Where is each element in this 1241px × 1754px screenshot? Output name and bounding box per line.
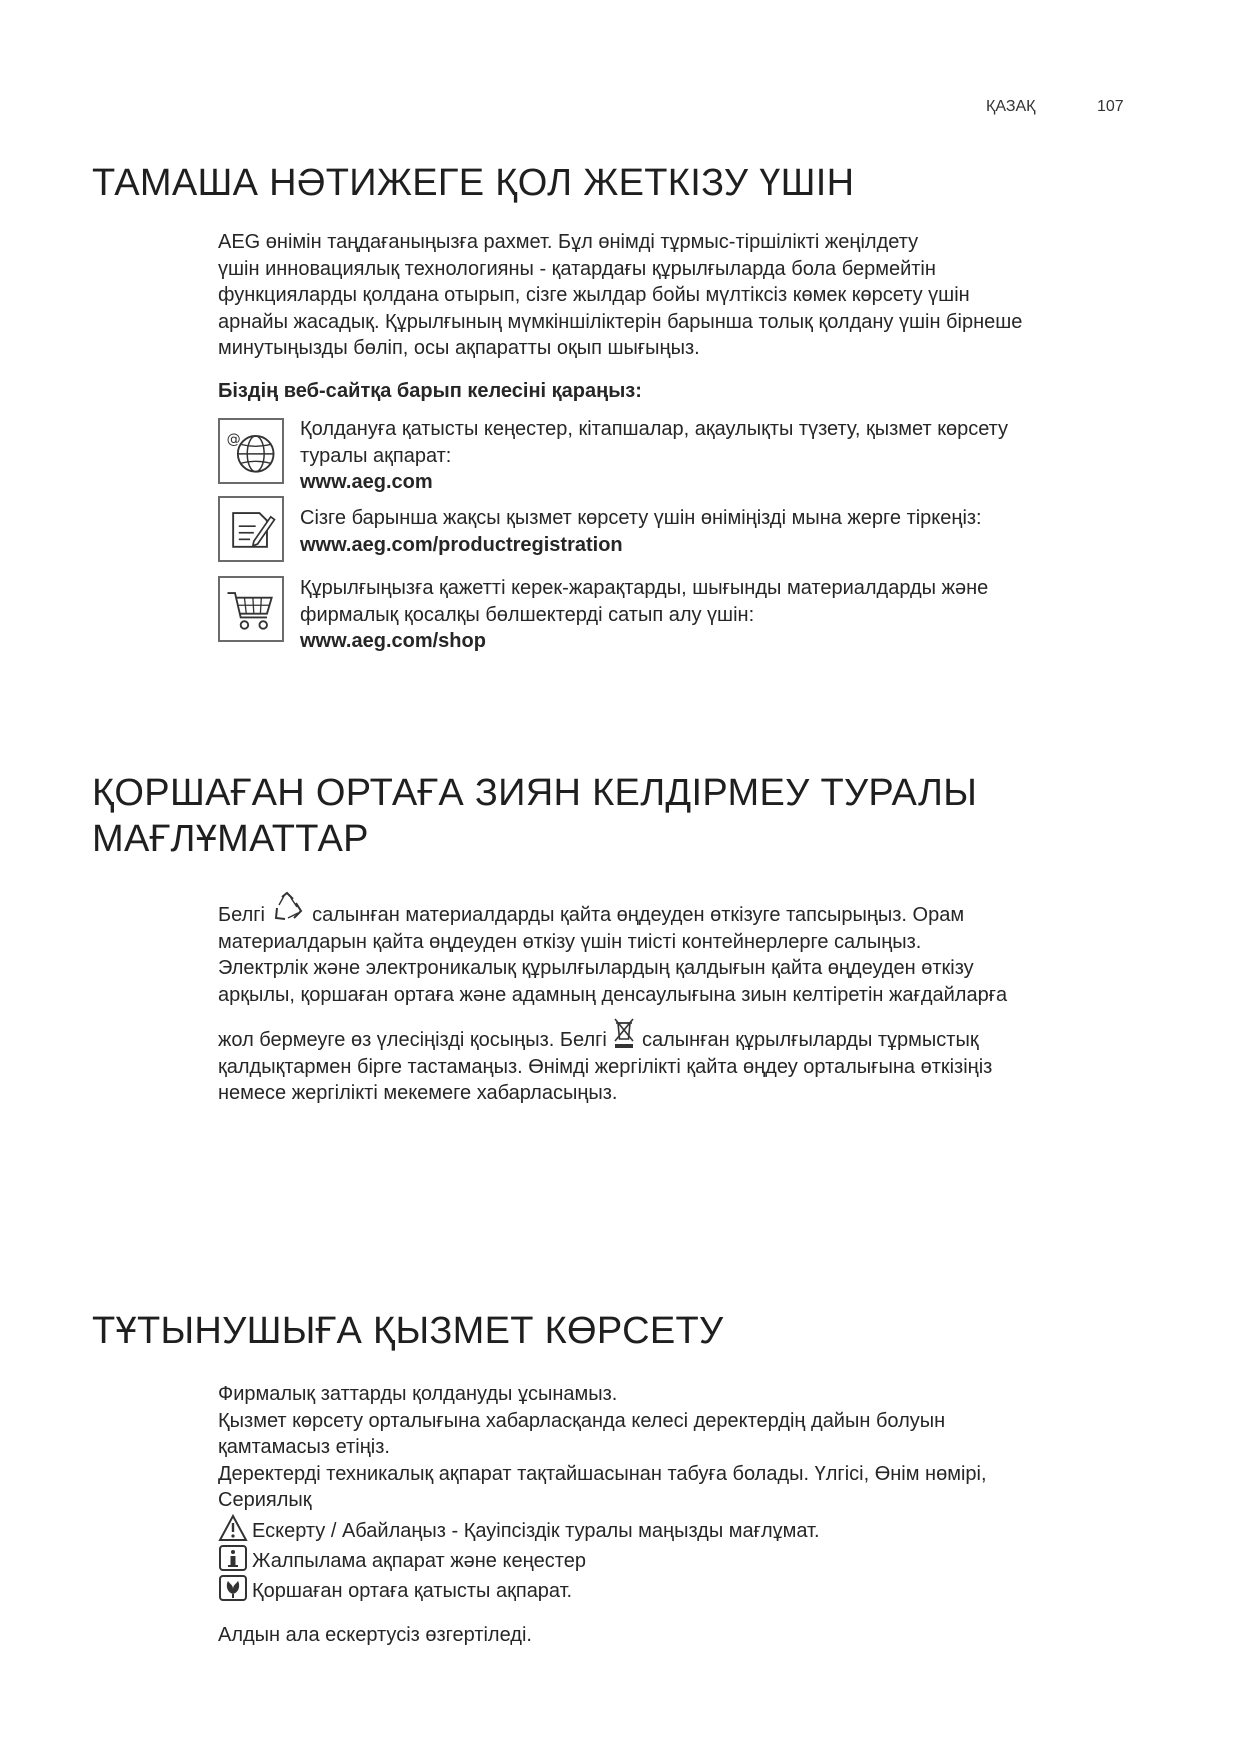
env-text: Белгі bbox=[218, 904, 265, 926]
legend-text: Қоршаған ортаға қатысты ақпарат. bbox=[252, 1580, 573, 1602]
env-text: жол бермеуге өз үлесіңізді қосыңыз. Белгі bbox=[218, 1029, 607, 1051]
service-line: Деректерді техникалық ақпарат тақтайшасынан табуға болады. Үлгісі, Өнім нөмірі, bbox=[218, 1462, 987, 1485]
intro-line: үшін инновациялық технологияны - қатардағы құрылғыларда бола бермейтін bbox=[218, 257, 936, 280]
intro-line: минутыңызды бөліп, осы ақпаратты оқып шығыңыз. bbox=[218, 337, 700, 359]
link-desc-line: Құрылғыңызға қажетті керек-жарақтарды, шығынды материалдарды және bbox=[300, 577, 989, 599]
section2-title-line: МАҒЛҰМАТТАР bbox=[92, 818, 369, 860]
section3-body bbox=[218, 1381, 1118, 1514]
link-desc-line: туралы ақпарат: bbox=[300, 444, 452, 467]
info-icon bbox=[218, 1544, 248, 1572]
crossed-bin-icon bbox=[612, 1017, 636, 1049]
registration-icon bbox=[218, 496, 284, 562]
env-line bbox=[218, 1017, 1118, 1054]
intro-line: функцияларды қолдана отырып, сізге жылдар бойы мүлтіксіз көмек көрсету үшін bbox=[218, 284, 970, 306]
link-desc-line: Қолдануға қатысты кеңестер, кітапшалар, ақаулықты түзету, қызмет көрсету bbox=[300, 418, 1009, 440]
section2-title-line: ҚОРШАҒАН ОРТАҒА ЗИЯН КЕЛДІРМЕУ ТУРАЛЫ bbox=[92, 772, 978, 814]
section2-body bbox=[218, 891, 1118, 1107]
link-block-registration bbox=[300, 505, 1120, 558]
svg-text:@: @ bbox=[226, 431, 241, 448]
page-number: 107 bbox=[1097, 98, 1124, 115]
footer-note: Алдын ала ескертусіз өзгертіледі. bbox=[218, 1624, 532, 1646]
service-line: Фирмалық заттарды қолдануды ұсынамыз. bbox=[218, 1383, 618, 1405]
shop-link[interactable]: www.aeg.com/shop bbox=[300, 630, 486, 652]
legend-text: Ескерту / Абайлаңыз - Қауіпсіздік туралы маңызды мағлұмат. bbox=[252, 1520, 820, 1542]
aeg-website-link[interactable]: www.aeg.com bbox=[300, 471, 433, 493]
legend-info bbox=[218, 1544, 586, 1575]
link-desc-line: Сізге барынша жақсы қызмет көрсету үшін өніміңізді мына жерге тіркеңіз: bbox=[300, 507, 982, 529]
intro-line: арнайы жасадық. Құрылғының мүмкіншіліктерін барынша толық қолдану үшін бірнеше bbox=[218, 310, 1023, 333]
website-heading: Біздің веб-сайтқа барып келесіні қараңыз: bbox=[218, 380, 642, 402]
env-line: Электрлік және электроникалық құрылғылардың қалдығын қайта өңдеуден өткізу bbox=[218, 957, 974, 979]
shopping-cart-icon bbox=[218, 576, 284, 642]
env-line: арқылы, қоршаған ортаға және адамның денсаулығына зиын келтіретін жағдайларға bbox=[218, 983, 1008, 1006]
service-line: қамтамасыз етіңіз. bbox=[218, 1436, 390, 1458]
link-desc-line: фирмалық қосалқы бөлшектерді сатып алу үшін: bbox=[300, 603, 755, 626]
legend-environment bbox=[218, 1574, 572, 1605]
environment-icon bbox=[218, 1574, 248, 1602]
service-line: Сериялық bbox=[218, 1489, 312, 1511]
section2-title bbox=[92, 770, 977, 862]
section3-title: ТҰТЫНУШЫҒА ҚЫЗМЕТ КӨРСЕТУ bbox=[92, 1310, 724, 1352]
section1-title: ТАМАША НӘТИЖЕГЕ ҚОЛ ЖЕТКІЗУ ҮШІН bbox=[92, 162, 855, 204]
recycle-icon bbox=[271, 891, 307, 923]
env-line: қалдықтармен бірге тастамаңыз. Өнімді жергілікті қайта өңдеу орталығына өткізіңіз bbox=[218, 1055, 993, 1078]
legend-warning bbox=[218, 1514, 820, 1545]
legend-text: Жалпылама ақпарат және кеңестер bbox=[252, 1550, 586, 1572]
env-text: салынған материалдарды қайта өңдеуден өткізуге тапсырыңыз. Орам bbox=[312, 904, 965, 926]
globe-icon bbox=[218, 418, 284, 484]
service-line: Қызмет көрсету орталығына хабарласқанда келесі деректердің дайын болуын bbox=[218, 1409, 946, 1432]
env-line bbox=[218, 891, 1118, 929]
language-label: ҚАЗАҚ bbox=[986, 98, 1036, 115]
env-text: салынған құрылғыларды тұрмыстық bbox=[642, 1029, 979, 1051]
section1-intro bbox=[218, 229, 1118, 362]
intro-line: AEG өнімін таңдағаныңызға рахмет. Бұл өнімді тұрмыс-тіршілікті жеңілдету bbox=[218, 231, 919, 253]
product-registration-link[interactable]: www.aeg.com/productregistration bbox=[300, 533, 623, 556]
link-block-info bbox=[300, 416, 1120, 496]
env-line: материалдарын қайта өңдеуден өткізу үшін тиісті контейнерлерге салыңыз. bbox=[218, 930, 922, 953]
warning-icon bbox=[218, 1514, 248, 1542]
link-block-shop bbox=[300, 575, 1120, 655]
env-line: немесе жергілікті мекемеге хабарласыңыз. bbox=[218, 1082, 618, 1104]
